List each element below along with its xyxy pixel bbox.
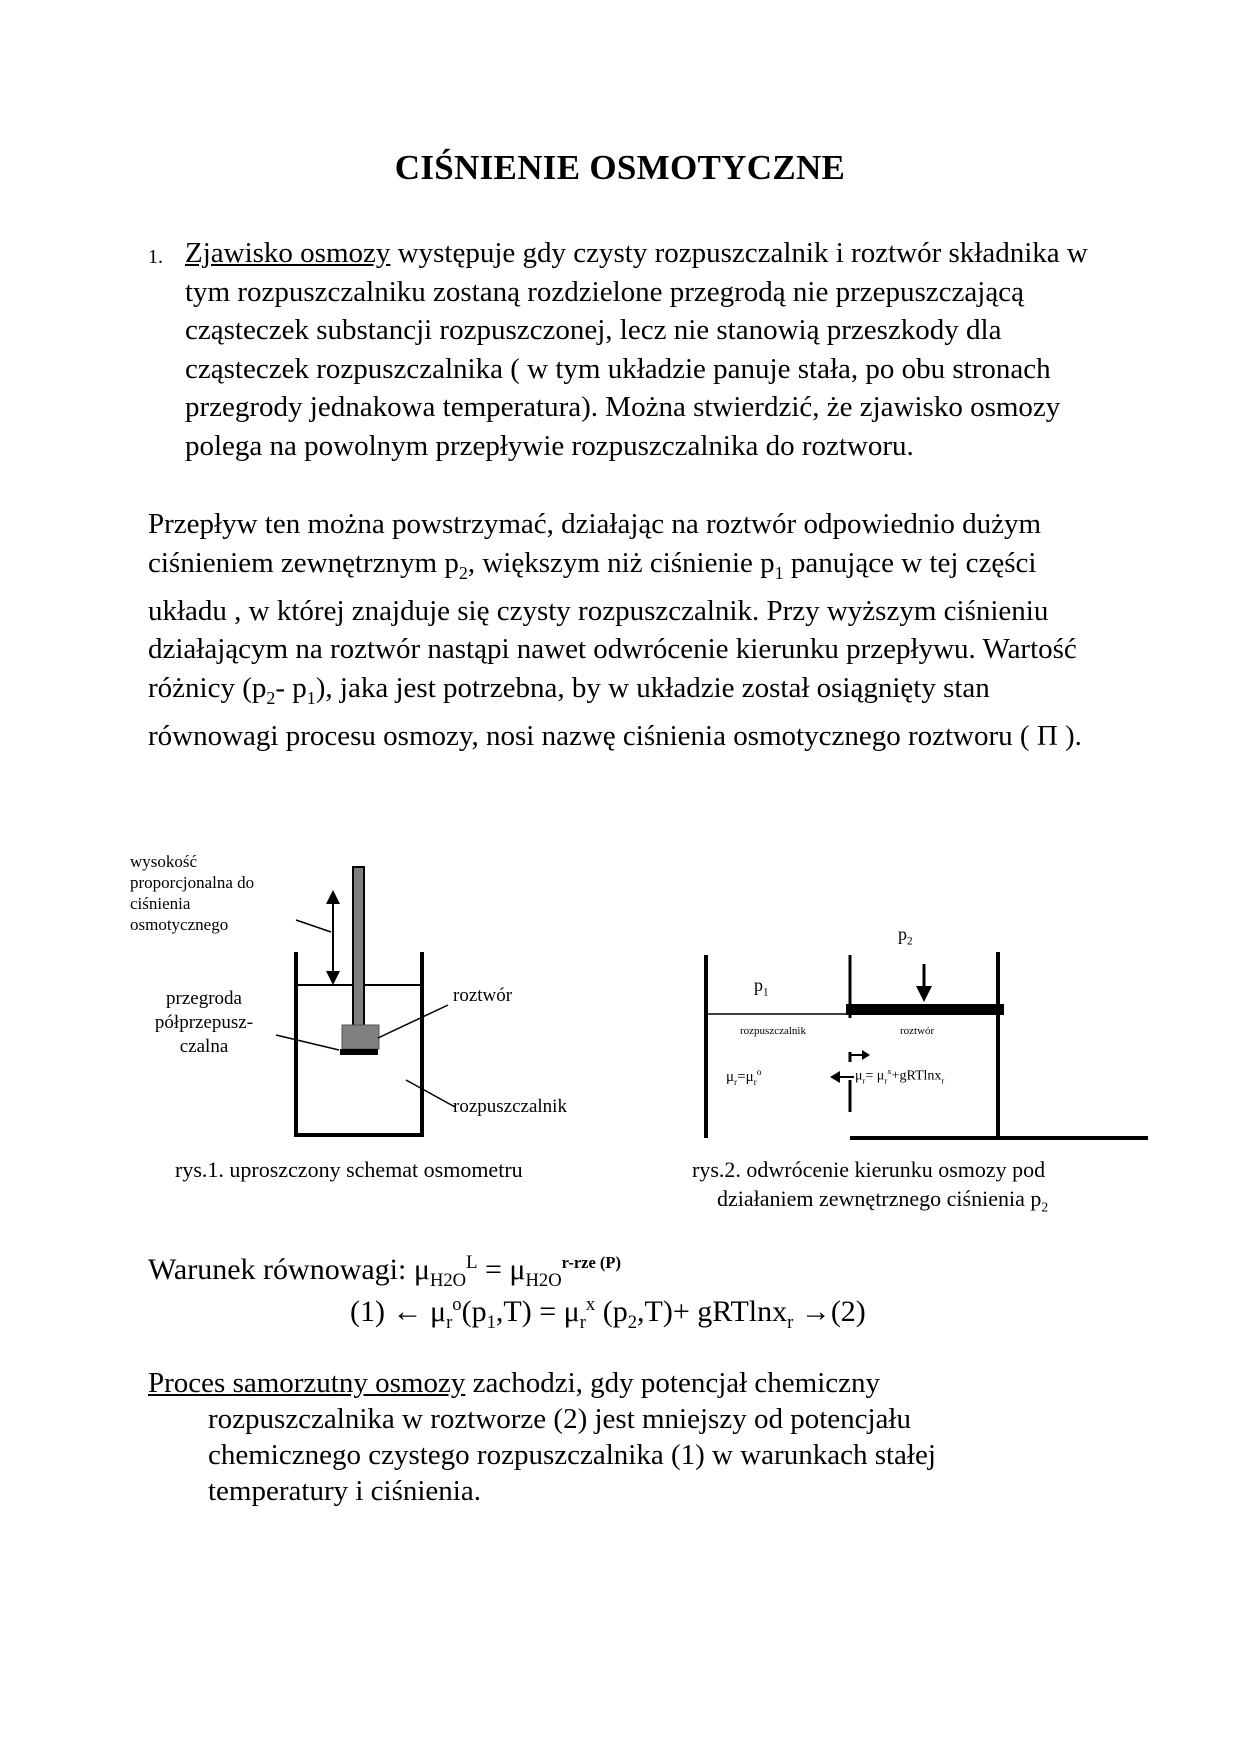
equilibrium-label: Warunek równowagi: μ [148, 1253, 430, 1286]
para2-text-2: , większym niż ciśnienie p [467, 546, 775, 579]
para2-sub-2: 1 [774, 562, 784, 583]
left-mu-eq: =μ [737, 1069, 754, 1085]
left-mu-sub: r [734, 1078, 738, 1088]
equilibrium-condition [148, 1252, 621, 1292]
equilibrium-formula [350, 1294, 866, 1334]
right-mu-tail-sub: r [941, 1075, 945, 1086]
caption-fig2-sub: 2 [1041, 1199, 1049, 1215]
flow-arrow-right-head [862, 1050, 870, 1060]
f-c: ,T) = μ [495, 1295, 580, 1328]
label-membrane-line-3: czalna [179, 1036, 229, 1057]
caption-fig2-line1: rys.2. odwrócenie kierunku osmozy pod [692, 1157, 1046, 1182]
label-p2-text: p [898, 924, 907, 944]
label-height [130, 851, 254, 935]
item1-text: występuje gdy czysty rozpuszczalnik i roztwór składnika w tym rozpuszczalniku zostaną rozdzielone przegrodą nie przepuszczającą cząsteczek substancji rozpuszczonej, lecz nie stanowią przeszkody dla cząsteczek rozpuszczalnika ( w tym układzie panuje stała, po obu stronach przegrody jednakowa temperatura). Można stwierdzić, że zjawisko osmozy polega na powolnym przepływie rozpuszczalnika do roztworu. [185, 237, 1088, 462]
label-height-line-1: wysokość [130, 852, 198, 871]
para2-text-4: - p [275, 671, 307, 704]
label-right-solution: roztwór [900, 1025, 935, 1037]
caption-fig2-line2 [717, 1184, 1048, 1221]
f-b: (p [461, 1295, 487, 1328]
label-solution: roztwór [453, 985, 513, 1006]
eq-sup-2: r-rze (P) [561, 1253, 621, 1272]
label-height-line-4: osmotycznego [130, 915, 229, 934]
right-mu-eq: = μ [865, 1068, 885, 1084]
pressure-arrow-head [916, 986, 932, 1002]
label-left-mu [726, 1068, 761, 1088]
label-height-line-2: proporcjonalna do [130, 873, 255, 892]
page-title: CIŚNIENIE OSMOTYCZNE [394, 148, 846, 187]
label-height-line-3: ciśnienia [130, 894, 191, 913]
eq-sub-2: H2O [525, 1270, 562, 1291]
arrow-head-down [326, 971, 340, 985]
f-f: →(2) [793, 1295, 866, 1328]
f-a: (1) ← μ [350, 1295, 447, 1328]
right-mu-sub-2: r [884, 1075, 888, 1086]
eq-sub-1: H2O [429, 1270, 467, 1291]
leader-height [296, 920, 331, 932]
label-p2-sub: 2 [907, 935, 913, 948]
label-p1-sub: 1 [763, 986, 769, 999]
arrow-head-up [326, 890, 340, 904]
f-sup-3: x [585, 1294, 596, 1315]
label-left-solvent: rozpuszczalnik [740, 1025, 806, 1037]
left-mu-symbol: μ [726, 1069, 735, 1085]
para2-text-3: panujące w tej części układu , w której znajduje się czysty rozpuszczalnik. Przy wyższym ciśnieniu działającym na roztwór nastąpi nawet odwrócenie kierunku przepływu. Wartość różnicy (p [148, 546, 1077, 704]
leader-membrane [276, 1035, 339, 1050]
osmometer-cell [342, 1025, 379, 1049]
f-d: (p [595, 1295, 628, 1328]
membrane [340, 1049, 378, 1055]
para3-line-4: temperatury i ciśnienia. [208, 1475, 481, 1507]
para3-line-1: zachodzi, gdy potencjał chemiczny [465, 1367, 881, 1399]
f-sub-2: 1 [486, 1312, 496, 1333]
capillary-tube [353, 867, 364, 1027]
piston [846, 1004, 1004, 1015]
label-p1-text: p [754, 975, 763, 995]
para2-text-5: ), jaka jest potrzebna, by w układzie został osiągnięty stan równowagi procesu osmozy, nosi nazwę ciśnienia osmotycznego roztworu ( Π ). [148, 671, 1082, 753]
f-sub-5: r [787, 1312, 794, 1333]
label-solvent: rozpuszczalnik [453, 1096, 567, 1117]
leader-solvent [406, 1080, 455, 1107]
caption-fig2-line2-text: działaniem zewnętrznego ciśnienia p [717, 1186, 1042, 1211]
label-membrane-line-2: półprzepusz- [154, 1012, 254, 1033]
right-mu-symbol: μ [855, 1068, 863, 1084]
right-mu-sup: x [887, 1066, 892, 1076]
label-right-mu [855, 1066, 944, 1085]
para2-sub-4: 1 [306, 687, 316, 708]
f-sub-1: r [446, 1312, 453, 1333]
left-mu-sup: o [756, 1068, 762, 1078]
para2-text-1: Przepływ ten można powstrzymać, działając na roztwór odpowiednio dużym ciśnieniem zewnętrznym p [148, 508, 1042, 579]
para2-sub-3: 2 [266, 687, 276, 708]
eq-equals: = μ [477, 1253, 526, 1286]
label-membrane [130, 987, 278, 1059]
term-osmosis: Zjawisko osmozy [185, 237, 391, 269]
f-sub-3: r [579, 1312, 586, 1333]
term-spontaneous: Proces samorzutny osmozy [148, 1367, 466, 1399]
label-membrane-line-1: przegroda [166, 988, 242, 1009]
f-e: ,T)+ gRTlnx [637, 1295, 788, 1328]
para2-sub-1: 2 [458, 562, 468, 583]
caption-fig1: rys.1. uproszczony schemat osmometru [175, 1157, 523, 1182]
right-mu-tail: +gRTlnx [891, 1068, 942, 1084]
f-sup-1: o [452, 1294, 462, 1315]
label-p2 [898, 924, 913, 948]
para3-line-3: chemicznego czystego rozpuszczalnika (1) w warunkach stałej [208, 1439, 936, 1471]
right-mu-sub: r [862, 1075, 866, 1086]
flow-arrow-left-head [830, 1071, 840, 1083]
paragraph-3 [148, 1365, 1108, 1509]
list-number: 1. [148, 246, 163, 268]
eq-sup-1: L [466, 1252, 478, 1273]
leader-solution [378, 1005, 448, 1038]
label-p1 [754, 975, 769, 999]
f-sub-4: 2 [627, 1312, 637, 1333]
para3-line-2: rozpuszczalnika w roztworze (2) jest mniejszy od potencjału [208, 1403, 911, 1435]
left-mu-sub-2: r [753, 1078, 757, 1088]
